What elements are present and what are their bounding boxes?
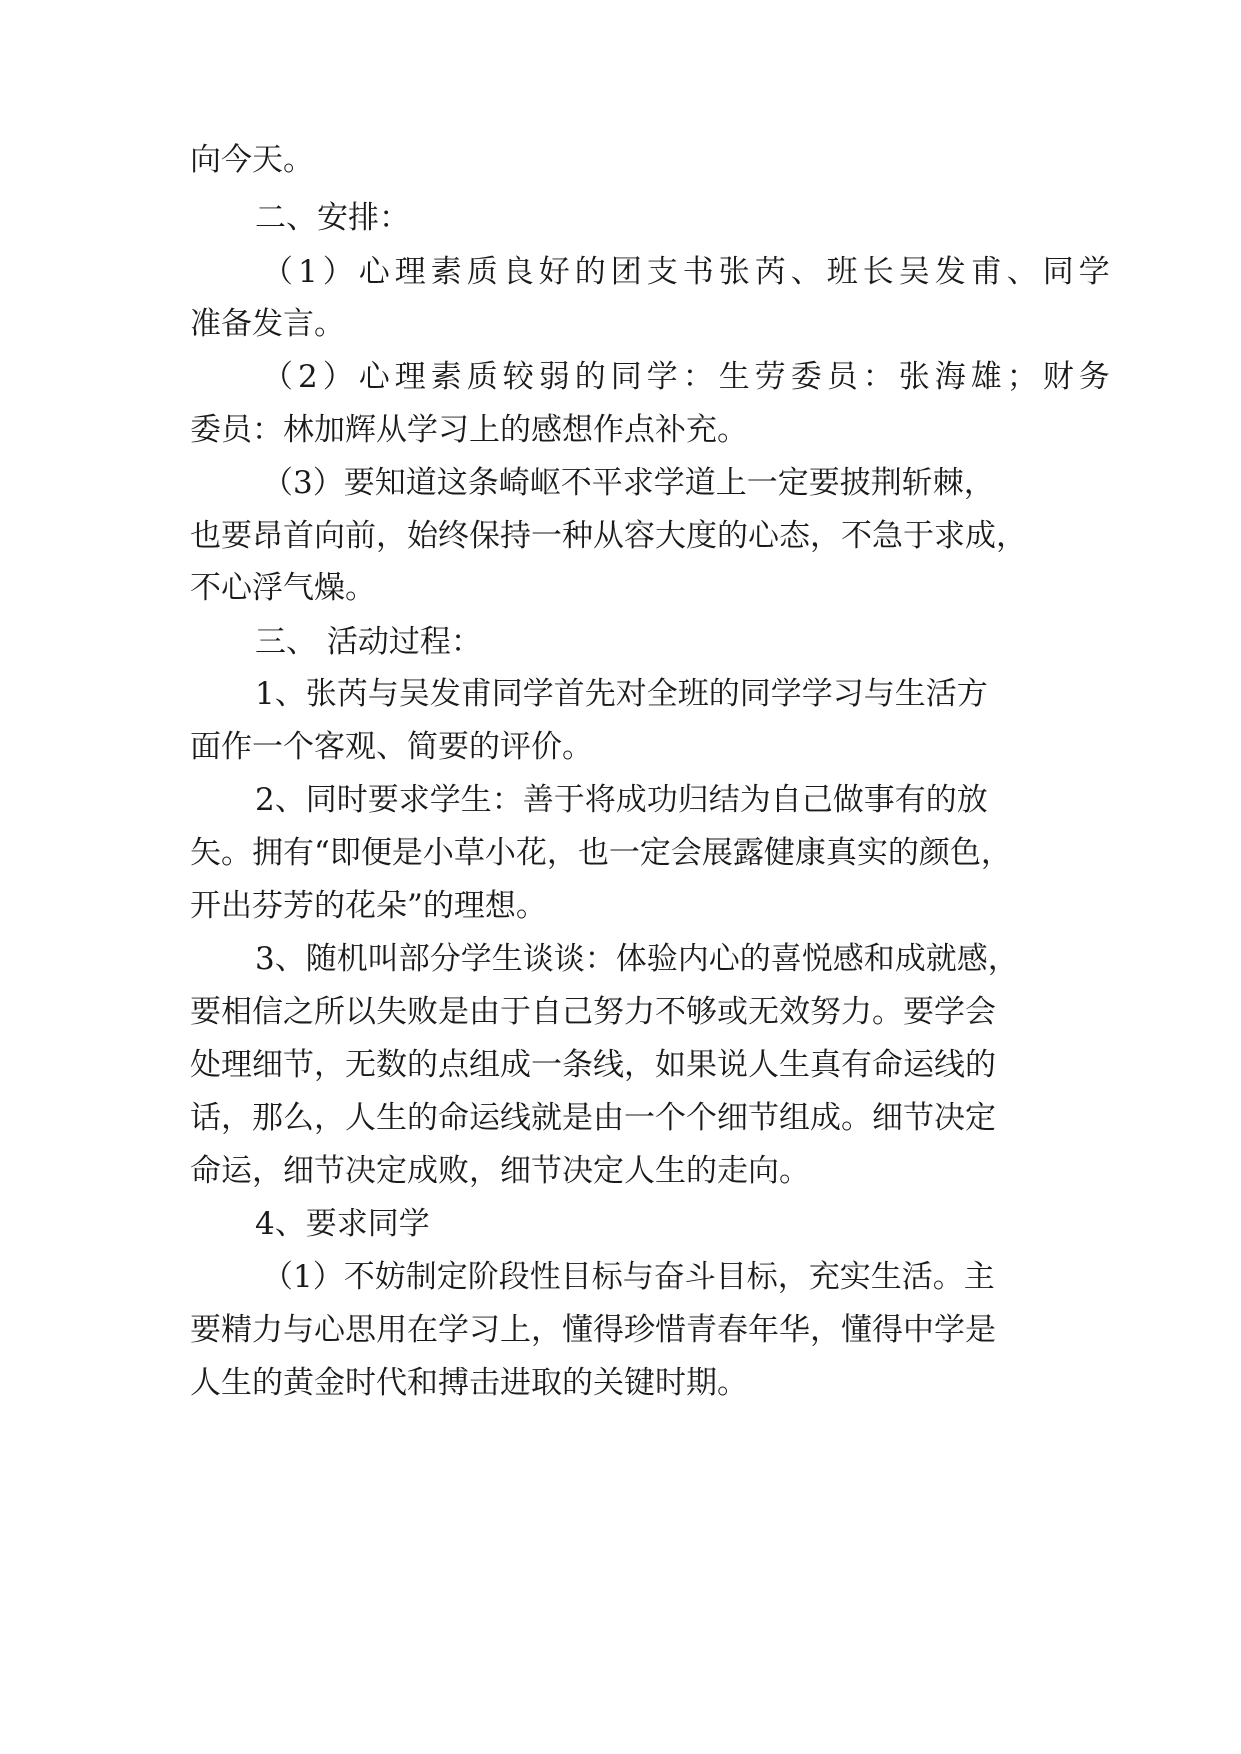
heading-arrangement: 二、安排： (255, 200, 410, 236)
text-line-16: 3、随机叫部分学生谈谈：体验内心的喜悦感和成就感， (255, 941, 1019, 977)
text-line-23: 要精力与心思用在学习上，懂得珍惜青春年华，懂得中学是 (190, 1312, 996, 1348)
text-line-18: 处理细节，无数的点组成一条线，如果说人生真有命运线的 (190, 1047, 996, 1083)
text-line-19: 话，那么，人生的命运线就是由一个个细节组成。细节决定 (190, 1100, 996, 1136)
text-line-20: 命运，细节决定成败，细节决定人生的走向。 (190, 1153, 810, 1189)
text-line-3: （1）心理素质良好的团支书张芮、班长吴发甫、同学 (262, 254, 1115, 290)
text-line-13: 2、同时要求学生：善于将成功归结为自己做事有的放 (255, 782, 988, 818)
text-line-15: 开出芬芳的花朵”的理想。 (190, 888, 547, 924)
text-line-11: 1、张芮与吴发甫同学首先对全班的同学学习与生活方 (255, 676, 988, 712)
text-line-21: 4、要求同学 (255, 1206, 430, 1242)
text-line-24: 人生的黄金时代和搏击进取的关键时期。 (190, 1365, 748, 1401)
text-line-1: 向今天。 (190, 142, 314, 178)
text-line-17: 要相信之所以失败是由于自己努力不够或无效努力。要学会 (190, 994, 996, 1030)
text-line-6: 委员：林加辉从学习上的感想作点补充。 (190, 412, 748, 448)
text-line-7: （3）要知道这条崎岖不平求学道上一定要披荆斩棘， (262, 465, 995, 501)
text-line-8: 也要昂首向前，始终保持一种从容大度的心态，不急于求成， (190, 518, 1027, 554)
heading-process: 三、 活动过程： (255, 624, 482, 660)
text-line-4: 准备发言。 (190, 306, 345, 342)
text-line-22: （1）不妨制定阶段性目标与奋斗目标，充实生活。主 (262, 1259, 995, 1295)
text-line-14: 矢。拥有“即便是小草小花，也一定会展露健康真实的颜色， (190, 835, 1012, 871)
text-line-9: 不心浮气燥。 (190, 570, 376, 606)
text-line-5: （2）心理素质较弱的同学：生劳委员：张海雄；财务 (262, 359, 1115, 395)
text-line-12: 面作一个客观、简要的评价。 (190, 729, 593, 765)
